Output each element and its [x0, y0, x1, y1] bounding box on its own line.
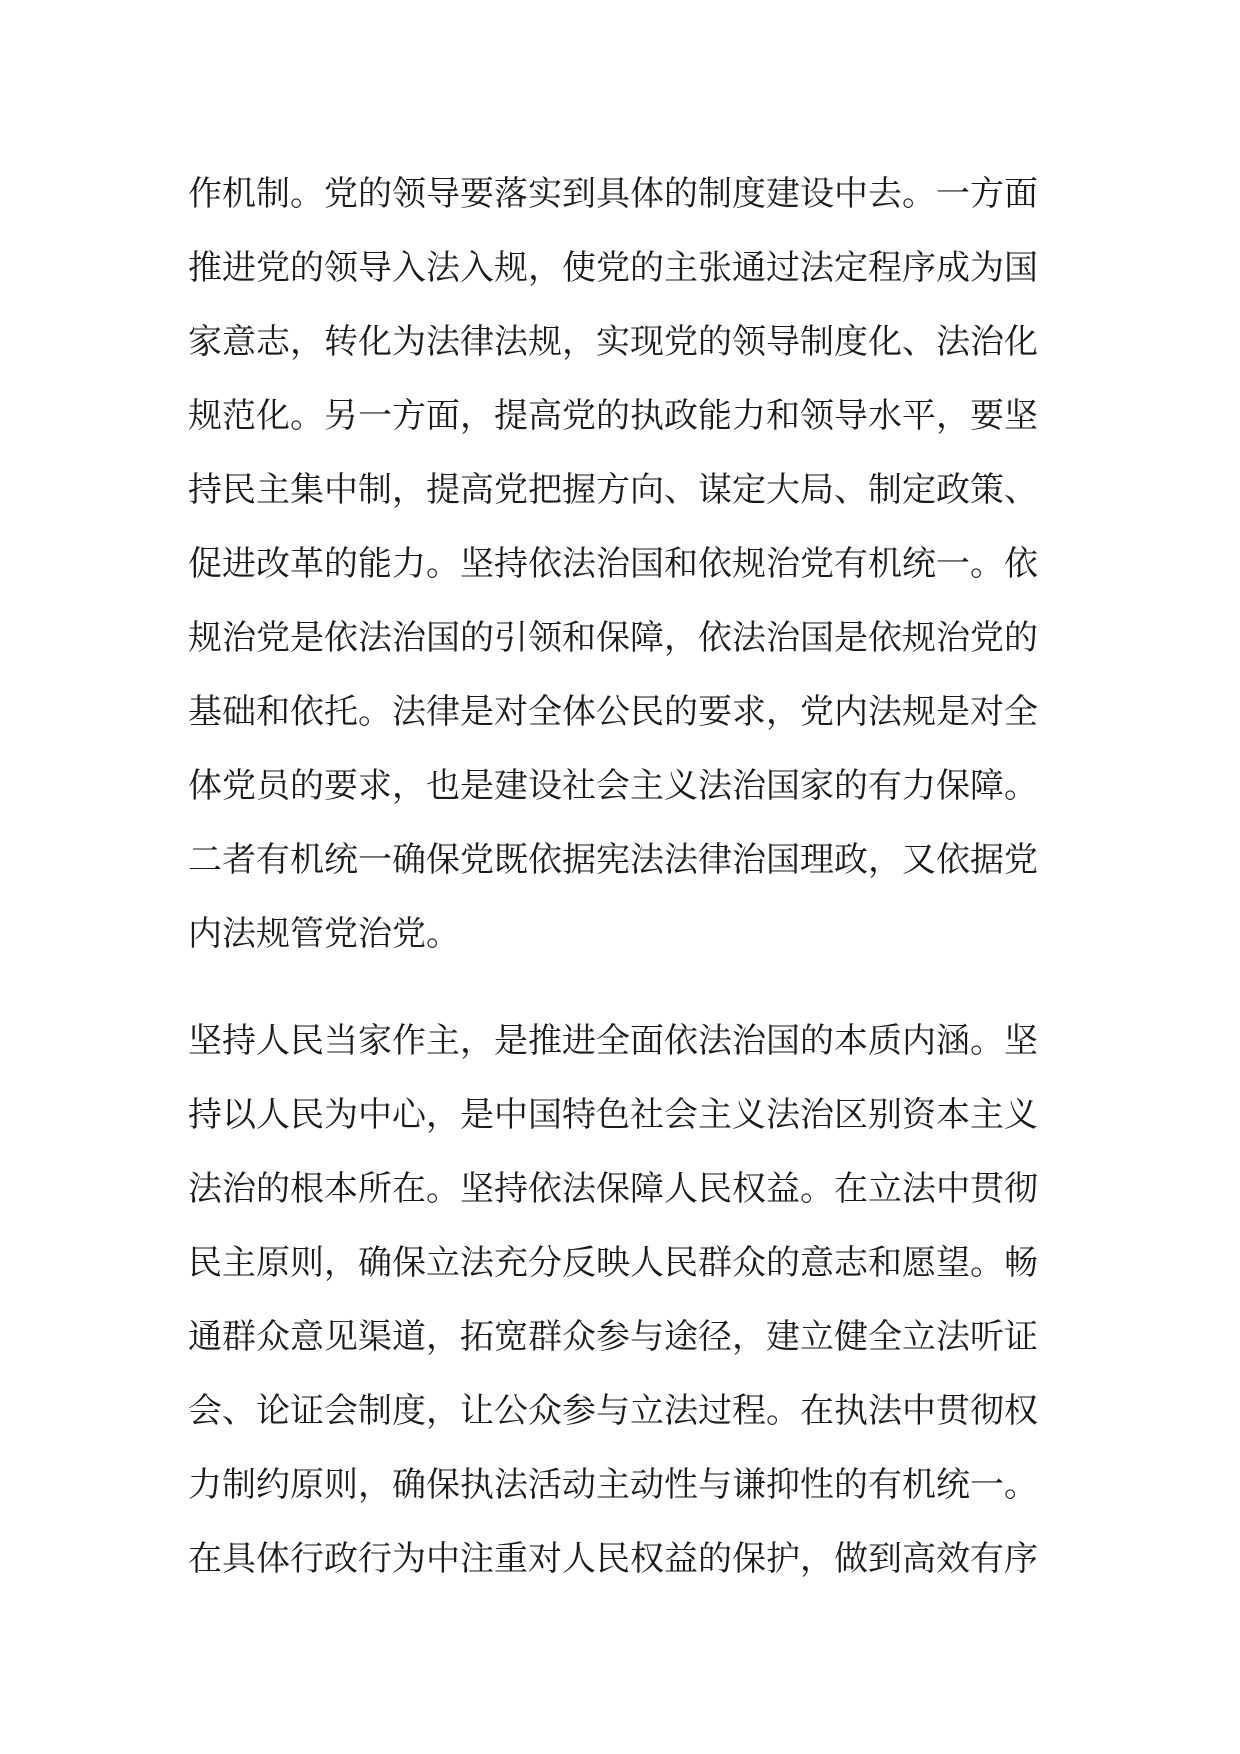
text-line: 作机制。党的领导要落实到具体的制度建设中去。一方面 — [188, 174, 1038, 214]
text-line: 民主原则，确保立法充分反映人民群众的意志和愿望。畅 — [188, 1243, 1038, 1283]
text-line: 在具体行政行为中注重对人民权益的保护，做到高效有序 — [188, 1539, 1038, 1579]
text-line: 坚持人民当家作主，是推进全面依法治国的本质内涵。坚 — [188, 1021, 1038, 1061]
text-line: 持以人民为中心，是中国特色社会主义法治区别资本主义 — [188, 1095, 1038, 1135]
text-line: 持民主集中制，提高党把握方向、谋定大局、制定政策、 — [188, 470, 1038, 510]
text-line: 促进改革的能力。坚持依法治国和依规治党有机统一。依 — [188, 544, 1038, 584]
text-line: 内法规管党治党。 — [188, 914, 460, 954]
text-line: 通群众意见渠道，拓宽群众参与途径，建立健全立法听证 — [188, 1317, 1038, 1357]
text-line: 体党员的要求，也是建设社会主义法治国家的有力保障。 — [188, 766, 1038, 806]
text-line: 法治的根本所在。坚持依法保障人民权益。在立法中贯彻 — [188, 1169, 1038, 1209]
paragraph-2 — [188, 1017, 1058, 1609]
text-line: 力制约原则，确保执法活动主动性与谦抑性的有机统一。 — [188, 1465, 1038, 1505]
text-line: 基础和依托。法律是对全体公民的要求，党内法规是对全 — [188, 692, 1038, 732]
text-line: 规治党是依法治国的引领和保障，依法治国是依规治党的 — [188, 618, 1038, 658]
text-line: 家意志，转化为法律法规，实现党的领导制度化、法治化 — [188, 322, 1038, 362]
text-line: 规范化。另一方面，提高党的执政能力和领导水平，要坚 — [188, 396, 1038, 436]
text-line: 推进党的领导入法入规，使党的主张通过法定程序成为国 — [188, 248, 1038, 288]
text-line: 二者有机统一确保党既依据宪法法律治国理政，又依据党 — [188, 840, 1038, 880]
text-line: 会、论证会制度，让公众参与立法过程。在执法中贯彻权 — [188, 1391, 1038, 1431]
paragraph-1 — [188, 170, 1058, 984]
